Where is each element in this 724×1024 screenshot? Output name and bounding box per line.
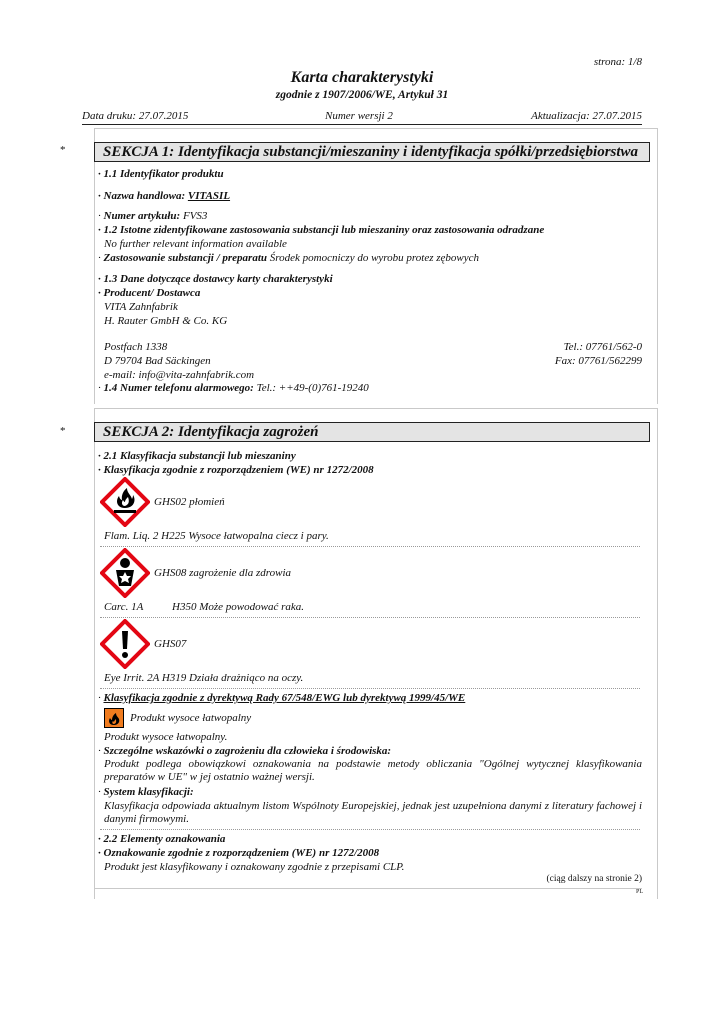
email: e-mail: info@vita-zahnfabrik.com	[104, 369, 255, 381]
dotted-separator	[100, 829, 640, 830]
f-symbol-label: Produkt wysoce łatwopalny	[130, 712, 252, 724]
fax: Fax: 07761/562299	[554, 355, 642, 367]
section2-change-marker: *	[60, 425, 66, 437]
application-row: · Zastosowanie substancji / preparatu Środek pomocniczy do wyrobu protez zębowych	[98, 252, 480, 264]
ghs08-label: GHS08 zagrożenie dla zdrowia	[154, 567, 291, 579]
company-name: VITA Zahnfabrik	[104, 301, 178, 313]
version-number: Numer wersji 2	[325, 110, 393, 122]
trade-name-row: · Nazwa handlowa: VITASIL	[98, 190, 231, 202]
update-date: Aktualizacja: 27.07.2015	[531, 110, 642, 122]
print-date: Data druku: 27.07.2015	[82, 110, 189, 122]
clp-labelling-text: Produkt jest klasyfikowany i oznakowany zgodnie z przepisami CLP.	[104, 861, 405, 873]
section1-change-marker: *	[60, 144, 66, 156]
label-elements-label: · 2.2 Elementy oznakowania	[98, 833, 226, 845]
producer-label: · Producent/ Dostawca	[98, 287, 201, 299]
page-number: strona: 1/8	[593, 56, 642, 68]
classification-system-label: · System klasyfikacji:	[98, 786, 194, 798]
highly-flammable-f-icon	[104, 708, 124, 728]
dotted-separator	[100, 617, 640, 618]
section2-heading: SEKCJA 2: Identyfikacja zagrożeń	[94, 422, 650, 442]
directive-classification-label: · Klasyfikacja zgodnie z dyrektywą Rady 67/548/EWG lub dyrektywą 1999/45/WE	[98, 692, 466, 704]
clp-classification-label: · Klasyfikacja zgodnie z rozporządzeniem (WE) nr 1272/2008	[98, 464, 374, 476]
product-identifier-label: · 1.1 Identyfikator produktu	[98, 168, 224, 180]
special-hazards-label: · Szczególne wskazówki o zagrożeniu dla człowieka i środowiska:	[98, 745, 392, 757]
postbox: Postfach 1338	[104, 341, 168, 353]
continued-note: (ciąg dalszy na stronie 2)	[546, 874, 642, 884]
emergency-phone-row: · 1.4 Numer telefonu alarmowego: Tel.: ++49-(0)761-19240	[98, 382, 369, 394]
city: D 79704 Bad Säckingen	[104, 355, 211, 367]
ghs07-exclamation-icon	[100, 619, 150, 669]
dotted-separator	[100, 688, 640, 689]
eye-irritation-classification: Eye Irrit. 2A H319 Działa drażniąco na oczy.	[104, 672, 304, 684]
ghs02-label: GHS02 płomień	[154, 496, 225, 508]
relevant-uses-text: No further relevant information available	[104, 238, 287, 250]
flam-liq-classification: Flam. Liq. 2 H225 Wysoce łatwopalna ciecz i pary.	[104, 530, 329, 542]
ghs02-flame-icon	[100, 477, 150, 527]
footer-divider	[94, 888, 642, 889]
clp-labelling-label: · Oznakowanie zgodnie z rozporządzeniem (WE) nr 1272/2008	[98, 847, 380, 859]
classification-label: · 2.1 Klasyfikacja substancji lub mieszaniny	[98, 450, 296, 462]
special-hazards-text: Produkt podlega obowiązkowi oznakowania na podstawie metody obliczania "Ogólnej wytycznej klasyfikowania preparatów w UE" w jej ostatnio ważnej wersji.	[104, 758, 642, 783]
document-subtitle: zgodnie z 1907/2006/WE, Artykuł 31	[275, 89, 449, 101]
carc-code: Carc. 1A	[104, 601, 144, 613]
trade-name-value: VITASIL	[187, 190, 231, 202]
ghs07-label: GHS07	[154, 638, 187, 650]
section1-heading: SEKCJA 1: Identyfikacja substancji/mieszaniny i identyfikacja spółki/przedsiębiorstwa	[94, 142, 650, 162]
highly-flammable-text: Produkt wysoce łatwopalny.	[104, 731, 228, 743]
supplier-label: · 1.3 Dane dotyczące dostawcy karty charakterystyki	[98, 273, 333, 285]
carc-text: H350 Może powodować raka.	[172, 601, 304, 613]
document-title: Karta charakterystyki	[290, 69, 434, 86]
relevant-uses-label: · 1.2 Istotne zidentyfikowane zastosowania substancji lub mieszaniny oraz zastosowania odradzane	[98, 224, 545, 236]
company-legal-name: H. Rauter GmbH & Co. KG	[104, 315, 228, 327]
ghs08-health-hazard-icon	[100, 548, 150, 598]
dotted-separator	[100, 546, 640, 547]
telephone: Tel.: 07761/562-0	[563, 341, 642, 353]
header-divider	[82, 124, 642, 125]
classification-system-text: Klasyfikacja odpowiada aktualnym listom Wspólnoty Europejskiej, jednak jest uzupełniona danymi z literatury fachowej i danymi firmowymi.	[104, 800, 642, 825]
language-code: PL	[636, 889, 644, 895]
article-number-row: · Numer artykułu: FVS3	[98, 210, 208, 222]
